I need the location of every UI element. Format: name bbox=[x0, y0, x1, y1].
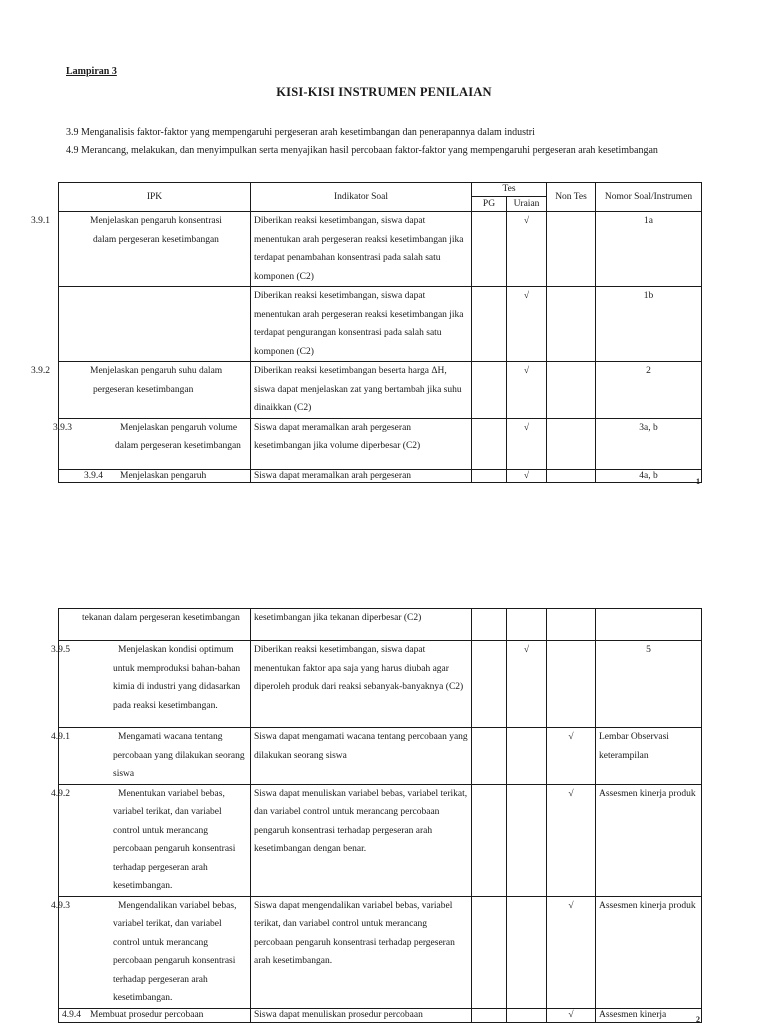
ipk-number: 4.9.2 bbox=[51, 788, 70, 799]
ipk-number: 3.9.3 bbox=[53, 422, 72, 433]
page-title: KISI-KISI INSTRUMEN PENILAIAN bbox=[276, 85, 492, 99]
table-row bbox=[59, 784, 702, 896]
pg-cell bbox=[472, 469, 507, 482]
indikator-text: Siswa dapat mengamati wacana tentang percobaan yang dilakukan seorang siswa bbox=[251, 728, 472, 785]
indikator-text: Siswa dapat menuliskan prosedur percobaan bbox=[251, 1008, 472, 1022]
kd-3-9: 3.9 Menganalisis faktor-faktor yang mempengaruhi pergeseran arah kesetimbangan dan penerapannya dalam industri bbox=[66, 127, 535, 138]
header-ipk: IPK bbox=[59, 183, 251, 212]
nomor-cell: Assesmen kinerja bbox=[596, 1008, 702, 1022]
indikator-text: Siswa dapat mengendalikan variabel bebas, variabel terikat, dan variabel control untuk merancang percobaan pengaruh konsentrasi terhadap pergeseran arah kesetimbangan. bbox=[251, 896, 472, 1008]
table-row bbox=[59, 641, 702, 728]
nomor-cell bbox=[596, 609, 702, 641]
ipk-number: 3.9.4 bbox=[84, 470, 103, 481]
page-number: 1 bbox=[696, 477, 700, 486]
nontes-cell bbox=[547, 418, 596, 469]
nomor-cell: Lembar Observasi keterampilan bbox=[596, 728, 702, 785]
ipk-text: Menjelaskan pengaruh bbox=[120, 470, 207, 481]
table-row bbox=[59, 287, 702, 362]
pg-cell bbox=[472, 896, 507, 1008]
table-row bbox=[59, 1008, 702, 1022]
uraian-check: √ bbox=[507, 287, 547, 362]
table-row bbox=[59, 896, 702, 1008]
kisi-table-page1 bbox=[31, 182, 702, 483]
indikator-text: Siswa dapat meramalkan arah pergeseran bbox=[251, 469, 472, 482]
indikator-text: Diberikan reaksi kesetimbangan, siswa dapat menentukan arah pergeseran reaksi kesetimbangan jika terdapat pengurangan konsentrasi pada salah satu komponen (C2) bbox=[251, 287, 472, 362]
uraian-cell bbox=[507, 1008, 547, 1022]
ipk-text bbox=[59, 287, 251, 362]
pg-cell bbox=[472, 287, 507, 362]
indikator-text: Diberikan reaksi kesetimbangan, siswa dapat menentukan faktor apa saja yang harus diubah agar diperoleh produk dari reaksi sebanyak-banyaknya (C2) bbox=[251, 641, 472, 728]
pg-cell bbox=[472, 784, 507, 896]
nomor-cell: 2 bbox=[596, 362, 702, 419]
nomor-cell: 1a bbox=[596, 212, 702, 287]
ipk-text: Menjelaskan pengaruh suhu dalam pergeseran kesetimbangan bbox=[90, 366, 223, 395]
ipk-text: Membuat prosedur percobaan bbox=[90, 1009, 204, 1020]
ipk-number: 4.9.4 bbox=[62, 1009, 81, 1020]
page-number: 2 bbox=[696, 1015, 700, 1024]
uraian-check bbox=[507, 609, 547, 641]
pg-cell bbox=[472, 362, 507, 419]
ipk-text: Mengendalikan variabel bebas, variabel terikat, dan variabel control untuk merancang percobaan pengaruh konsentrasi terhadap pergeseran arah kesetimbangan. bbox=[113, 900, 237, 1003]
ipk-text: Menjelaskan pengaruh konsentrasi dalam pergeseran kesetimbangan bbox=[90, 216, 222, 245]
header-nontes: Non Tes bbox=[547, 183, 596, 212]
pg-cell bbox=[472, 1008, 507, 1022]
ipk-number: 3.9.5 bbox=[51, 645, 70, 655]
nomor-cell: 1b bbox=[596, 287, 702, 362]
lampiran-label: Lampiran 3 bbox=[66, 66, 117, 77]
indikator-text: Siswa dapat meramalkan arah pergeseran kesetimbangan jika volume diperbesar (C2) bbox=[251, 418, 472, 469]
uraian-check: √ bbox=[507, 212, 547, 287]
pg-cell bbox=[472, 418, 507, 469]
table-row bbox=[59, 362, 702, 419]
header-uraian: Uraian bbox=[507, 197, 547, 212]
uraian-check: √ bbox=[507, 418, 547, 469]
kisi-table-page2 bbox=[51, 608, 702, 1023]
table-row bbox=[59, 469, 702, 482]
indikator-text: Diberikan reaksi kesetimbangan beserta harga ΔH, siswa dapat menjelaskan zat yang bertambah jika suhu dinaikkan (C2) bbox=[251, 362, 472, 419]
table-row bbox=[59, 728, 702, 785]
nomor-cell: Assesmen kinerja produk bbox=[596, 896, 702, 1008]
pg-cell bbox=[472, 641, 507, 728]
nomor-cell: 4a, b bbox=[596, 469, 702, 482]
table-row bbox=[59, 418, 702, 469]
pg-cell bbox=[472, 609, 507, 641]
nontes-cell bbox=[547, 469, 596, 482]
nontes-cell bbox=[547, 287, 596, 362]
kd-4-9: 4.9 Merancang, melakukan, dan menyimpulkan serta menyajikan hasil percobaan faktor-faktor yang mempengaruhi pergeseran arah kesetimbangan bbox=[66, 145, 658, 156]
nontes-check: √ bbox=[547, 896, 596, 1008]
nomor-cell: Assesmen kinerja produk bbox=[596, 784, 702, 896]
ipk-number: 4.9.3 bbox=[51, 900, 70, 911]
ipk-text: Menjelaskan pengaruh volume dalam pergeseran kesetimbangan bbox=[115, 422, 241, 451]
uraian-cell bbox=[507, 784, 547, 896]
header-indikator: Indikator Soal bbox=[251, 183, 472, 212]
nontes-cell bbox=[547, 609, 596, 641]
ipk-text: Mengamati wacana tentang percobaan yang dilakukan seorang siswa bbox=[113, 732, 245, 779]
nontes-cell bbox=[547, 362, 596, 419]
indikator-text: Siswa dapat menuliskan variabel bebas, variabel terikat, dan variabel control untuk merancang percobaan pengaruh konsentrasi terhadap pergeseran arah kesetimbangan dengan benar. bbox=[251, 784, 472, 896]
header-pg: PG bbox=[472, 197, 507, 212]
uraian-cell bbox=[507, 728, 547, 785]
uraian-cell bbox=[507, 896, 547, 1008]
nontes-check: √ bbox=[547, 784, 596, 896]
header-tes: Tes bbox=[472, 183, 547, 197]
nontes-cell bbox=[547, 212, 596, 287]
uraian-check: √ bbox=[507, 362, 547, 419]
uraian-check: √ bbox=[507, 469, 547, 482]
ipk-text: Menjelaskan kondisi optimum untuk memproduksi bahan-bahan kimia di industri yang didasarkan pada reaksi kesetimbangan. bbox=[113, 645, 241, 711]
ipk-text: tekanan dalam pergeseran kesetimbangan bbox=[59, 609, 251, 641]
ipk-text: Menentukan variabel bebas, variabel terikat, dan variabel control untuk merancang percobaan pengaruh konsentrasi terhadap pergeseran arah kesetimbangan. bbox=[113, 788, 236, 891]
nontes-check: √ bbox=[547, 1008, 596, 1022]
indikator-text: Diberikan reaksi kesetimbangan, siswa dapat menentukan arah pergeseran reaksi kesetimbangan jika terdapat penambahan konsentrasi pada salah satu komponen (C2) bbox=[251, 212, 472, 287]
table-row bbox=[59, 609, 702, 641]
indikator-text: kesetimbangan jika tekanan diperbesar (C2) bbox=[251, 609, 472, 641]
nontes-check: √ bbox=[547, 728, 596, 785]
uraian-check: √ bbox=[507, 641, 547, 728]
ipk-number: 3.9.2 bbox=[31, 366, 50, 376]
nontes-cell bbox=[547, 641, 596, 728]
pg-cell bbox=[472, 212, 507, 287]
nomor-cell: 5 bbox=[596, 641, 702, 728]
table-row bbox=[59, 212, 702, 287]
header-nomor: Nomor Soal/Instrumen bbox=[596, 183, 702, 212]
nomor-cell: 3a, b bbox=[596, 418, 702, 469]
ipk-number: 4.9.1 bbox=[51, 732, 70, 742]
ipk-number: 3.9.1 bbox=[31, 216, 50, 226]
pg-cell bbox=[472, 728, 507, 785]
